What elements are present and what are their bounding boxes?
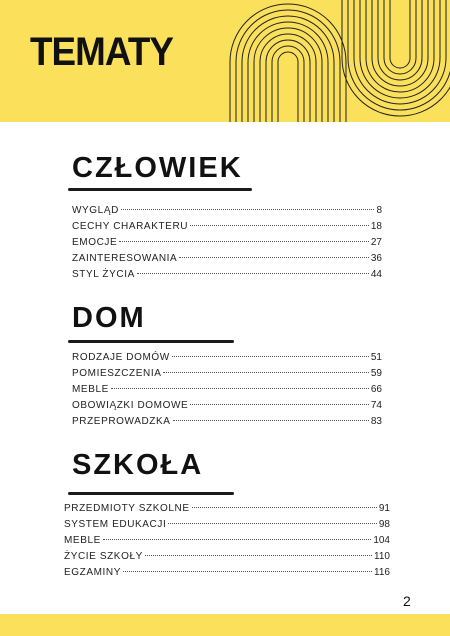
dot-leader — [168, 523, 377, 524]
toc-entry-label: WYGLĄD — [72, 205, 119, 216]
dot-leader — [163, 372, 368, 373]
decorative-arc — [366, 58, 434, 92]
toc-entry-page: 36 — [370, 253, 382, 264]
decorative-arc — [278, 52, 298, 62]
toc-entry[interactable] — [72, 400, 382, 416]
toc-entry-label: CECHY CHARAKTERU — [72, 221, 189, 232]
dot-leader — [190, 225, 369, 226]
toc-list — [72, 352, 382, 432]
header-banner — [0, 0, 450, 122]
dot-leader — [111, 388, 369, 389]
toc-entry-label: OBOWIĄZKI DOMOWE — [72, 400, 189, 411]
toc-entry[interactable] — [64, 567, 390, 583]
toc-entry[interactable] — [72, 253, 382, 269]
toc-entry-label: PRZEDMIOTY SZKOLNE — [64, 503, 190, 514]
toc-entry-page: 51 — [370, 352, 382, 363]
decorative-arc — [272, 46, 304, 62]
toc-entry[interactable] — [64, 551, 390, 567]
toc-entry-label: STYL ŻYCIA — [72, 269, 135, 280]
toc-entry-page: 104 — [373, 535, 390, 546]
dot-leader — [190, 404, 369, 405]
toc-entry[interactable] — [72, 352, 382, 368]
toc-list — [64, 503, 390, 583]
toc-entry[interactable] — [72, 221, 382, 237]
dot-leader — [179, 257, 369, 258]
toc-entry-page: 74 — [370, 400, 382, 411]
toc-entry-page: 83 — [370, 416, 382, 427]
toc-entry-page: 98 — [378, 519, 390, 530]
toc-entry-label: MEBLE — [72, 384, 109, 395]
concentric-arcs-decoration — [220, 0, 450, 122]
dot-leader — [121, 209, 374, 210]
decorative-arc — [260, 34, 316, 62]
toc-entry[interactable] — [72, 416, 382, 432]
toc-entry[interactable] — [72, 368, 382, 384]
toc-entry-label: SYSTEM EDUKACJI — [64, 519, 167, 530]
toc-entry-page: 44 — [370, 269, 382, 280]
page-number: 2 — [403, 593, 411, 609]
toc-entry-page: 66 — [370, 384, 382, 395]
dot-leader — [172, 356, 369, 357]
toc-list — [72, 205, 382, 285]
toc-entry-page: 59 — [370, 368, 382, 379]
dot-leader — [119, 241, 369, 242]
page-title: TEMATY — [30, 30, 174, 74]
section-title: CZŁOWIEK — [72, 152, 243, 184]
toc-entry-label: MEBLE — [64, 535, 101, 546]
dot-leader — [137, 273, 369, 274]
section-underline — [68, 188, 252, 191]
decorative-arc — [230, 4, 346, 62]
dot-leader — [173, 420, 369, 421]
toc-entry-label: EGZAMINY — [64, 567, 122, 578]
decorative-arc — [236, 10, 340, 62]
decorative-arc — [348, 58, 450, 110]
toc-entry[interactable] — [72, 237, 382, 253]
toc-entry[interactable] — [72, 269, 382, 285]
toc-entry[interactable] — [72, 384, 382, 400]
toc-entry[interactable] — [64, 519, 390, 535]
decorative-arc — [390, 58, 410, 68]
dot-leader — [145, 555, 372, 556]
section-underline — [68, 492, 234, 495]
toc-entry-label: ŻYCIE SZKOŁY — [64, 551, 143, 562]
toc-entry-label: ZAINTERESOWANIA — [72, 253, 178, 264]
dot-leader — [123, 571, 372, 572]
dot-leader — [103, 539, 371, 540]
toc-entry-label: RODZAJE DOMÓW — [72, 352, 170, 363]
toc-entry-page: 18 — [370, 221, 382, 232]
toc-entry-page: 27 — [370, 237, 382, 248]
toc-entry-page: 110 — [374, 551, 390, 562]
section-underline — [68, 340, 234, 343]
toc-entry[interactable] — [64, 503, 390, 519]
section-title: SZKOŁA — [72, 449, 204, 481]
dot-leader — [192, 507, 377, 508]
decorative-arc — [384, 58, 416, 74]
toc-entry[interactable] — [64, 535, 390, 551]
toc-entry-page: 8 — [376, 205, 382, 216]
decorative-arc — [254, 28, 322, 62]
toc-entry-label: POMIESZCZENIA — [72, 368, 162, 379]
toc-entry-label: PRZEPROWADZKA — [72, 416, 171, 427]
decorative-arc — [372, 58, 428, 86]
section-title: DOM — [72, 302, 146, 334]
toc-entry[interactable] — [72, 205, 382, 221]
toc-entry-label: EMOCJE — [72, 237, 118, 248]
toc-entry-page: 116 — [374, 567, 390, 578]
footer-bar — [0, 614, 450, 636]
toc-entry-page: 91 — [378, 503, 390, 514]
